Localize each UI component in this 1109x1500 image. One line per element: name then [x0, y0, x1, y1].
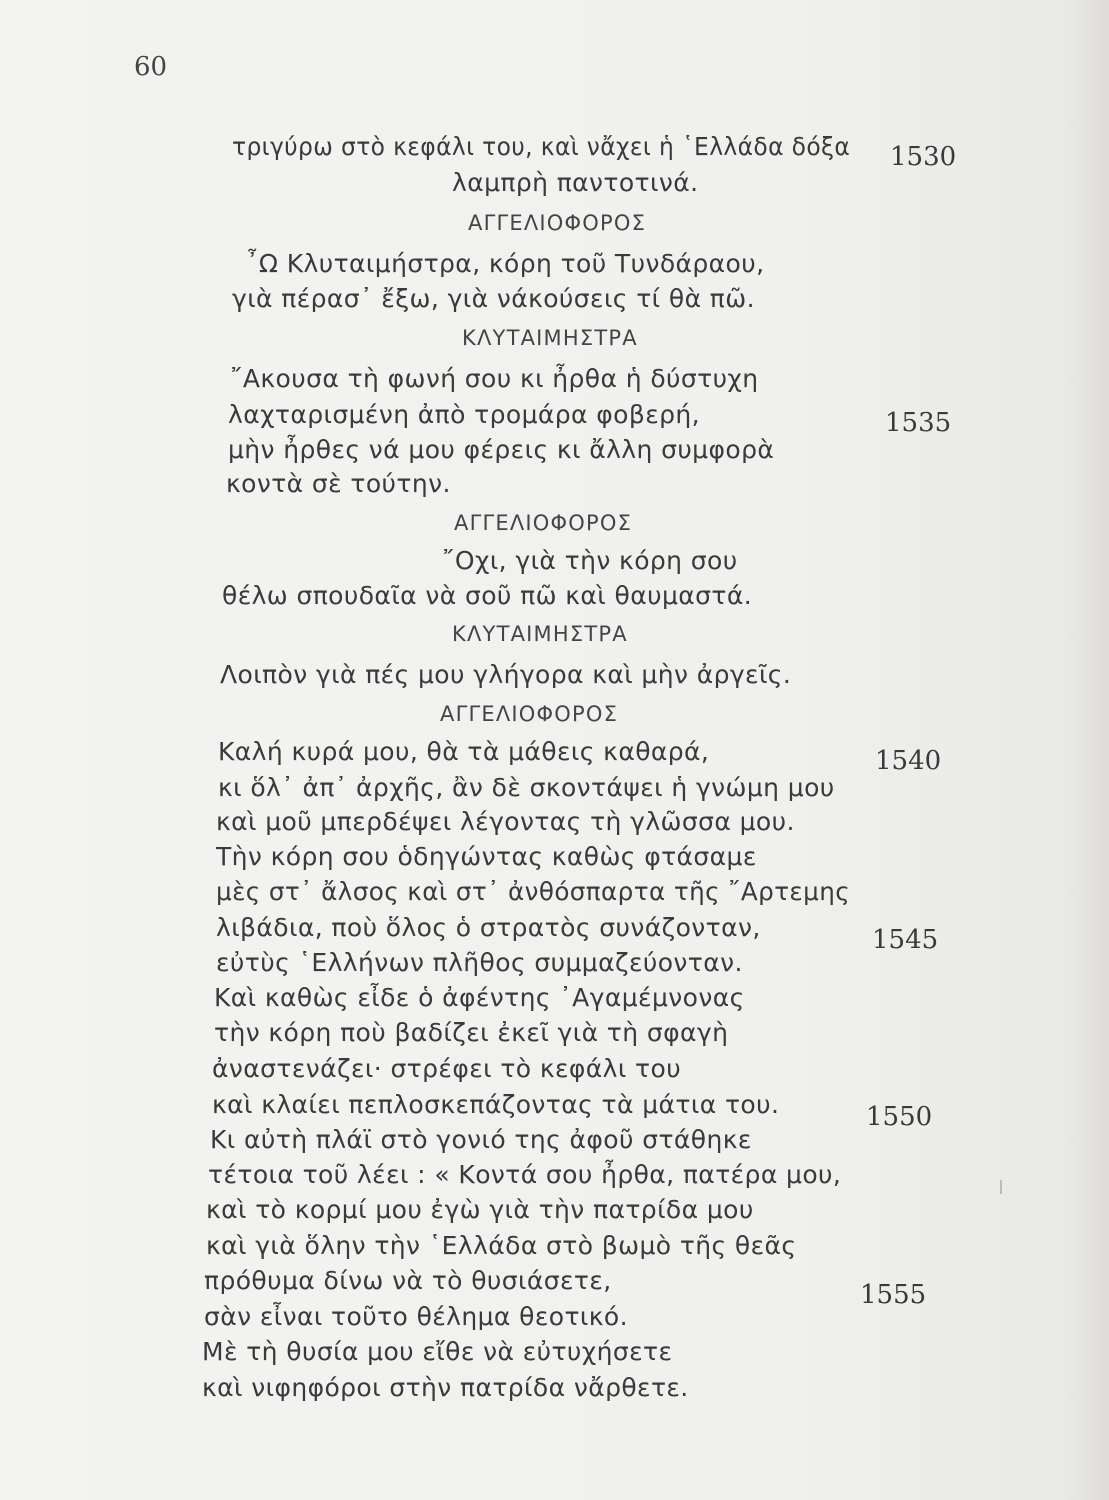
verse-line: πρόθυμα δίνω νὰ τὸ θυσιάσετε,: [204, 1266, 612, 1295]
verse-line: ῎Ακουσα τὴ φωνή σου κι ἦρθα ἡ δύστυχη: [230, 364, 759, 393]
verse-line: καὶ νιφηφόροι στὴν πατρίδα νἄρθετε.: [202, 1373, 689, 1402]
line-number: 1530: [890, 142, 957, 172]
paper-speck: [1000, 1180, 1002, 1194]
verse-line: τέτοια τοῦ λέει : « Κοντά σου ἦρθα, πατέρα μου,: [208, 1160, 842, 1189]
verse-line: καὶ κλαίει πεπλοσκεπάζοντας τὰ μάτια του.: [212, 1090, 780, 1119]
line-number: 1550: [866, 1102, 933, 1132]
verse-line: ἀναστενάζει· στρέφει τὸ κεφάλι του: [212, 1054, 682, 1083]
page-number: 60: [134, 52, 168, 82]
verse-line: θέλω σπουδαῖα νὰ σοῦ πῶ καὶ θαυμαστά.: [222, 581, 753, 610]
verse-line: λαμπρὴ παντοτινά.: [452, 168, 699, 197]
line-number: 1540: [875, 746, 942, 776]
verse-line: καὶ μοῦ μπερδέψει λέγοντας τὴ γλῶσσα μου.: [216, 807, 795, 836]
verse-line: Μὲ τὴ θυσία μου εἴθε νὰ εὐτυχήσετε: [202, 1337, 673, 1366]
verse-line: μὲς στ᾽ ἄλσος καὶ στ᾽ ἀνθόσπαρτα τῆς ῎Αρτεμης: [216, 877, 851, 906]
verse-line: τὴν κόρη ποὺ βαδίζει ἐκεῖ γιὰ τὴ σφαγὴ: [214, 1018, 729, 1047]
line-number: 1545: [872, 925, 939, 955]
verse-line: ῏Ω Κλυταιμήστρα, κόρη τοῦ Τυνδάραου,: [246, 249, 765, 278]
verse-line: κοντὰ σὲ τούτην.: [226, 469, 451, 498]
verse-line: ῎Οχι, γιὰ τὴν κόρη σου: [442, 546, 738, 575]
verse-line: καὶ γιὰ ὅλην τὴν ῾Ελλάδα στὸ βωμὸ τῆς θεᾶς: [206, 1231, 797, 1260]
speaker-name: ΚΛΥΤΑΙΜΗΣΤΡΑ: [462, 326, 638, 350]
verse-line: μὴν ἦρθες νά μου φέρεις κι ἄλλη συμφορὰ: [228, 435, 775, 464]
speaker-name: ΚΛΥΤΑΙΜΗΣΤΡΑ: [452, 622, 628, 646]
verse-line: λαχταρισμένη ἀπὸ τρομάρα φοβερή,: [228, 400, 700, 429]
verse-line: καὶ τὸ κορμί μου ἐγὼ γιὰ τὴν πατρίδα μου: [206, 1195, 754, 1224]
line-number: 1535: [885, 408, 952, 438]
speaker-name: ΑΓΓΕΛΙΟΦΟΡΟΣ: [440, 702, 619, 726]
verse-line: κι ὅλ᾽ ἀπ᾽ ἀρχῆς, ἂν δὲ σκοντάψει ἡ γνώμη μου: [218, 773, 835, 802]
line-number: 1555: [860, 1280, 927, 1310]
verse-line: εὐτὺς ῾Ελλήνων πλῆθος συμμαζεύονταν.: [216, 948, 743, 977]
verse-line: Λοιπὸν γιὰ πές μου γλήγορα καὶ μὴν ἀργεῖς.: [220, 660, 792, 689]
speaker-name: ΑΓΓΕΛΙΟΦΟΡΟΣ: [468, 211, 647, 235]
verse-line: Τὴν κόρη σου ὁδηγώντας καθὼς φτάσαμε: [216, 842, 757, 871]
verse-line: σὰν εἶναι τοῦτο θέλημα θεοτικό.: [204, 1302, 628, 1331]
verse-line: Καὶ καθὼς εἶδε ὁ ἀφέντης ᾽Αγαμέμνονας: [214, 983, 745, 1012]
verse-line: Κι αὐτὴ πλάϊ στὸ γονιό της ἀφοῦ στάθηκε: [210, 1125, 752, 1154]
speaker-name: ΑΓΓΕΛΙΟΦΟΡΟΣ: [454, 511, 633, 535]
verse-line: τριγύρω στὸ κεφάλι του, καὶ νἄχει ἡ ῾Ελλάδα δόξα: [232, 132, 851, 161]
verse-line: λιβάδια, ποὺ ὅλος ὁ στρατὸς συνάζονταν,: [216, 913, 761, 942]
verse-line: γιὰ πέρασ᾽ ἔξω, γιὰ νάκούσεις τί θὰ πῶ.: [232, 284, 755, 313]
verse-line: Καλή κυρά μου, θὰ τὰ μάθεις καθαρά,: [218, 737, 710, 766]
